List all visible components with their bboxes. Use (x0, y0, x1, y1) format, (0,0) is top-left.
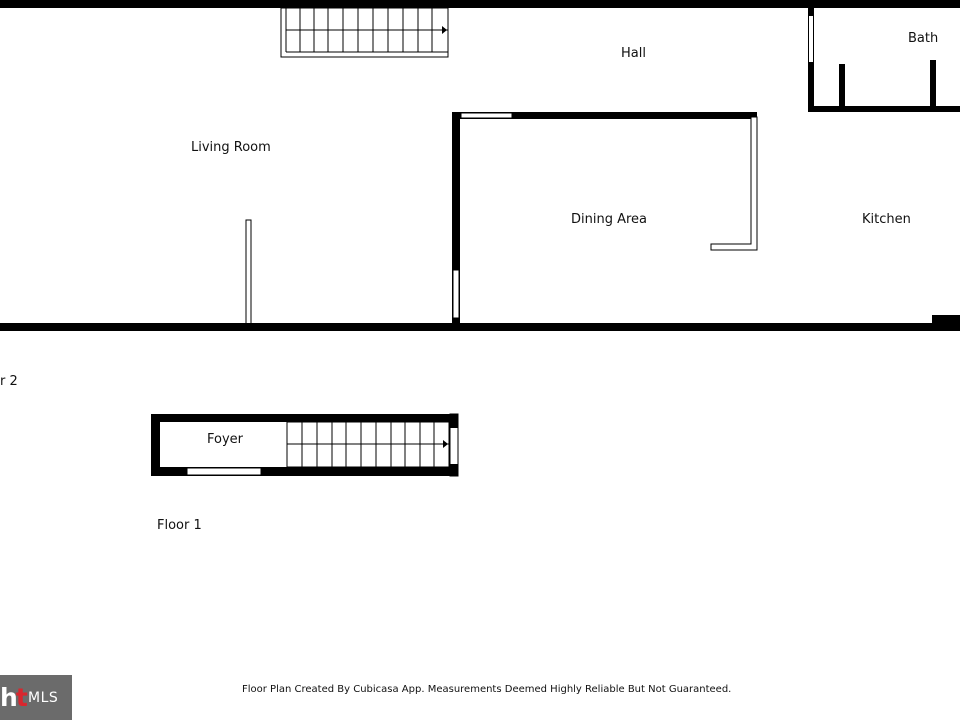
kitchen-wall-stub (932, 315, 960, 325)
dining-counter (711, 117, 757, 250)
room-label-hall: Hall (621, 46, 646, 61)
foyer-door-opening (187, 468, 261, 475)
room-label-kitchen: Kitchen (862, 212, 911, 227)
room-label-living-room: Living Room (191, 140, 271, 155)
floor-label-partial: r 2 (0, 374, 18, 389)
foyer-right-wall-bottom (450, 464, 458, 476)
foyer-right-wall-top (450, 414, 458, 428)
room-label-foyer: Foyer (207, 432, 244, 447)
staircase-upper (281, 8, 448, 57)
exterior-wall-top (0, 0, 960, 8)
staircase-lower (287, 422, 449, 467)
room-label-dining-area: Dining Area (571, 212, 648, 227)
mls-logo (0, 675, 72, 720)
exterior-wall-bottom (0, 323, 960, 331)
bath-walls (808, 8, 960, 112)
stair-arrow-icon (442, 26, 447, 34)
floor-label-floor-1: Floor 1 (157, 518, 202, 533)
logo-text: MLS (28, 690, 59, 706)
living-room-partition (246, 220, 251, 326)
logo-mark: ht (0, 683, 26, 712)
room-label-bath: Bath (908, 31, 939, 46)
dining-door-opening (453, 270, 459, 318)
footer-disclaimer: Floor Plan Created By Cubicasa App. Measurements Deemed Highly Reliable But Not Guaranteed. (242, 684, 732, 695)
stair-arrow-icon (443, 440, 448, 448)
bath-door-opening (809, 16, 813, 62)
dining-window-top (461, 113, 512, 118)
